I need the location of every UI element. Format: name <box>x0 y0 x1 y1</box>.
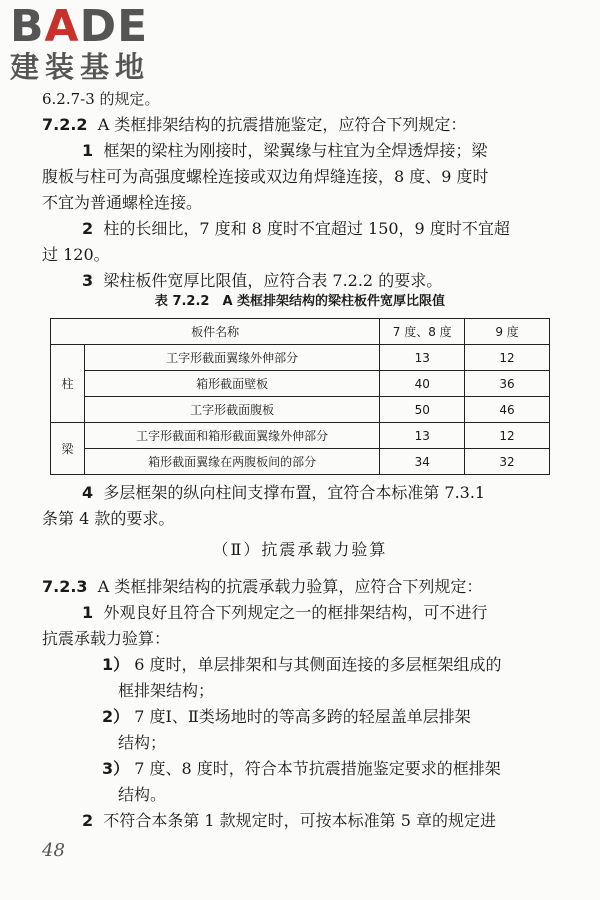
table-row: 柱 工字形截面翼缘外伸部分 13 12 <box>51 345 550 371</box>
group-label-beam: 梁 <box>51 423 85 475</box>
width-thickness-table <box>50 318 550 475</box>
table-row: 箱形截面壁板 40 36 <box>51 371 550 397</box>
section-heading: （Ⅱ）抗震承载力验算 <box>212 540 388 559</box>
previous-reference: 6.2.7-3 的规定。 <box>42 90 160 108</box>
clause-7-2-3: 7.2.3 A 类框排架结构的抗震承载力验算，应符合下列规定： 1 外观良好且符合下列规定之一的框排架结构，可不进行 抗震承载力验算： 1） 6 度时，单层排架和与其侧面连接的多层框架组成的 框排架结构； 2） 7 度Ⅰ、Ⅱ类场地时的等高多跨的轻屋盖单层排架 结构； 3） 7 度、8 度时，符合本节抗震措施鉴定要求的框排架 结构。 2 不符合本条第 1 款规定时，可按本标准第 5 章的规定进 <box>42 574 562 834</box>
table-row: 工字形截面腹板 50 46 <box>51 397 550 423</box>
page-number: 48 <box>42 840 65 861</box>
table-caption: 表 7.2.2 A 类框排架结构的梁柱板件宽厚比限值 <box>154 294 446 309</box>
table-row: 箱形截面翼缘在两腹板间的部分 34 32 <box>51 449 550 475</box>
table-header-row: 板件名称 7 度、8 度 9 度 <box>51 319 550 345</box>
logo <box>10 1 151 84</box>
clause-7-2-2-item-4: 4 多层框架的纵向柱间支撑布置，宜符合本标准第 7.3.1 条第 4 款的要求。 <box>42 483 486 528</box>
table-row: 梁 工字形截面和箱形截面翼缘外伸部分 13 12 <box>51 423 550 449</box>
logo-subtitle: 建装基地 <box>10 50 151 84</box>
clause-title: 7.2.2 A 类框排架结构的抗震措施鉴定，应符合下列规定： <box>42 115 467 134</box>
logo-wordmark: BADE <box>10 1 149 52</box>
clause-7-2-2: 7.2.2 A 类框排架结构的抗震措施鉴定，应符合下列规定： 1 框架的梁柱为刚接时，梁翼缘与柱宜为全焊透焊接；梁 腹板与柱可为高强度螺栓连接或双边角焊缝连接，8 度、9 度时 不宜为普通螺栓连接。 2 柱的长细比，7 度和 8 度时不宜超过 150，9 度时不宜超 过 120。 3 梁柱板件宽厚比限值，应符合表 7.2.2 的要求。 <box>42 112 562 294</box>
group-label-column: 柱 <box>51 345 85 423</box>
clause-title: 7.2.3 A 类框排架结构的抗震承载力验算，应符合下列规定： <box>42 577 483 596</box>
